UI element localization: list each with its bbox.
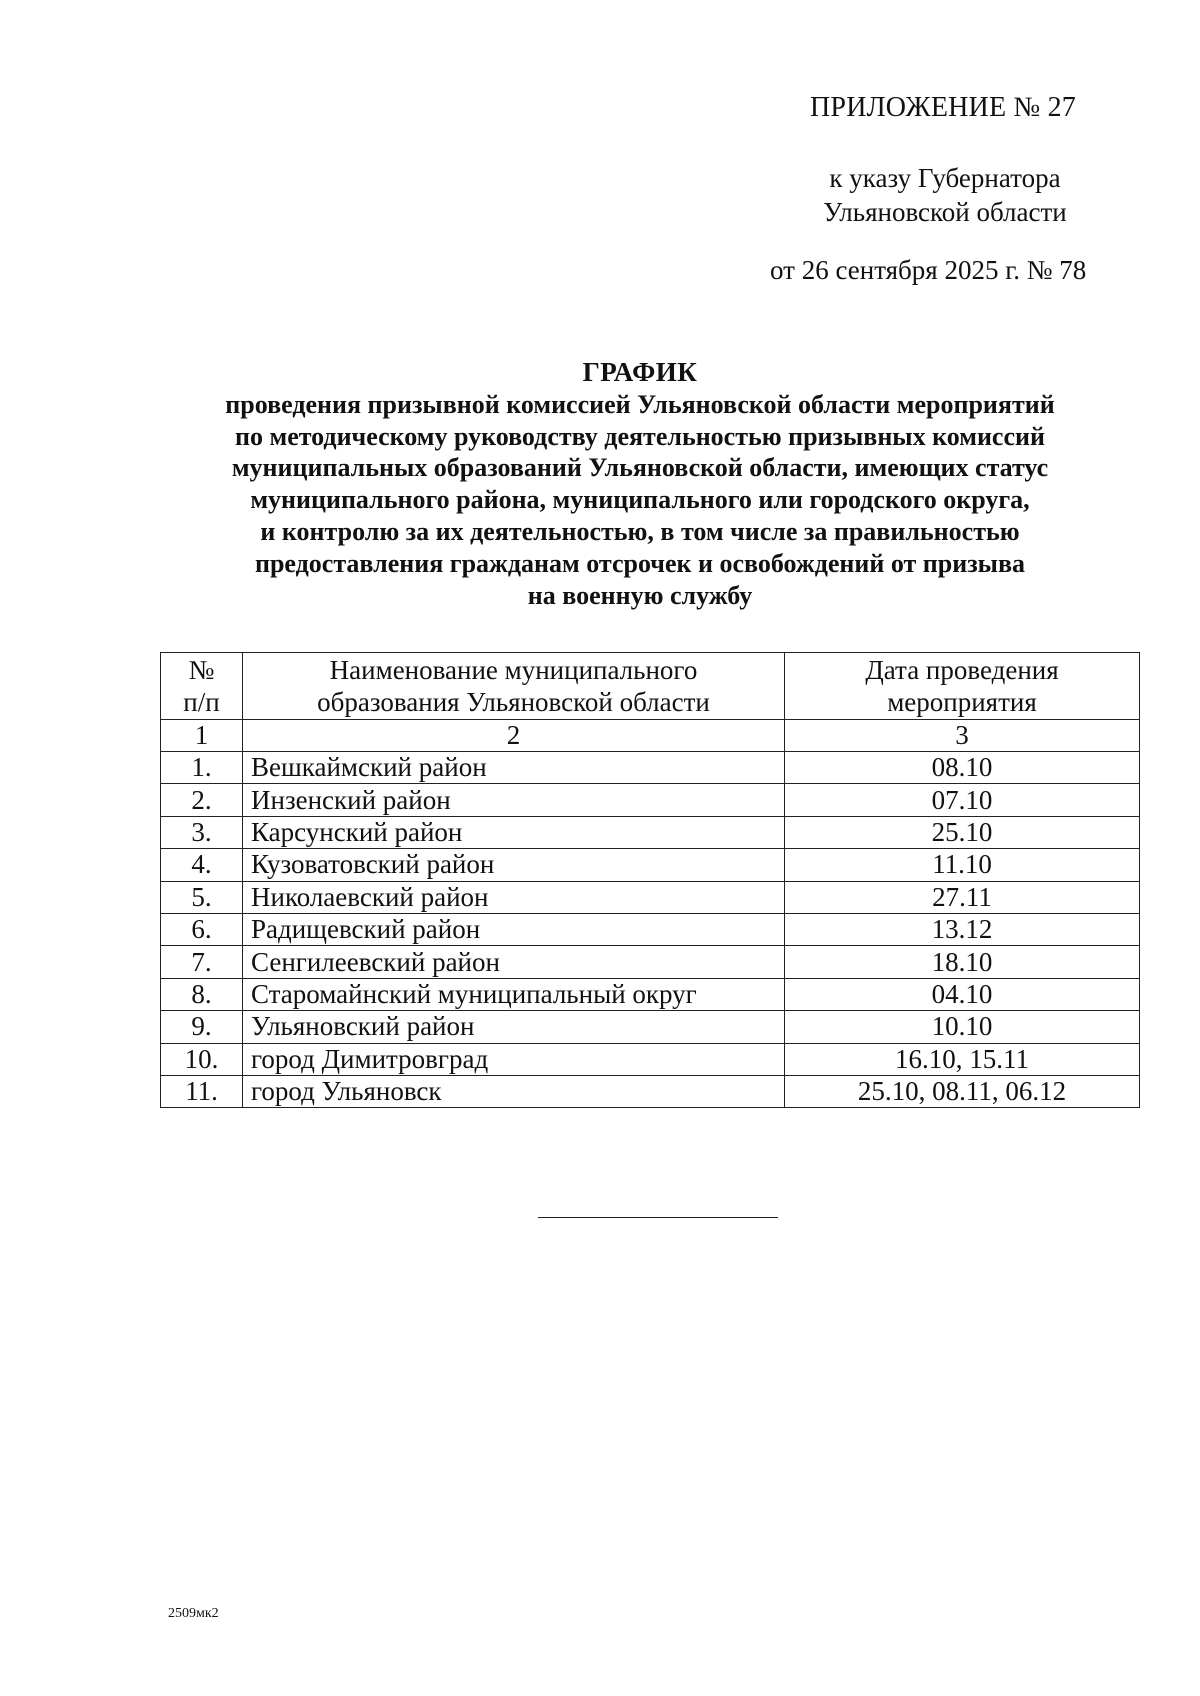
title-line-3: муниципальных образований Ульяновской области, имеющих статус: [231, 453, 1049, 483]
title-line-2: по методическому руководству деятельностью призывных комиссий: [235, 421, 1045, 451]
municipality-name: Ульяновский район: [243, 1011, 785, 1043]
appendix-title: ПРИЛОЖЕНИЕ № 27: [810, 92, 1076, 123]
title-line-5: и контролю за их деятельностью, в том числе за правильностью: [260, 516, 1020, 546]
row-number: 5.: [161, 881, 243, 913]
row-number: 8.: [161, 978, 243, 1010]
title-line-4: муниципального района, муниципального или городского округа,: [250, 485, 1030, 515]
row-number: 10.: [161, 1043, 243, 1075]
table-row: [161, 849, 1140, 881]
row-number: 3.: [161, 816, 243, 848]
event-date: 10.10: [785, 1011, 1140, 1043]
municipality-name: Кузоватовский район: [243, 849, 785, 881]
event-date: 11.10: [785, 849, 1140, 881]
municipality-name: Сенгилеевский район: [243, 946, 785, 978]
row-number: 2.: [161, 784, 243, 816]
municipality-name: Николаевский район: [243, 881, 785, 913]
table-row: [161, 881, 1140, 913]
row-number: 11.: [161, 1075, 243, 1107]
event-date: 18.10: [785, 946, 1140, 978]
table-header-row: [161, 653, 1140, 720]
row-number: 4.: [161, 849, 243, 881]
event-date: 25.10: [785, 816, 1140, 848]
row-number: 1.: [161, 752, 243, 784]
event-date: 08.10: [785, 752, 1140, 784]
decree-ref-line-1: к указу Губернатора: [829, 163, 1061, 193]
header-number-line-1: №: [188, 655, 215, 685]
decree-reference: [800, 161, 1090, 229]
decree-date: от 26 сентября 2025 г. № 78: [770, 255, 1087, 285]
title-line-1: проведения призывной комиссией Ульяновской области мероприятий: [225, 389, 1055, 419]
municipality-name: Вешкаймский район: [243, 752, 785, 784]
event-date: 04.10: [785, 978, 1140, 1010]
municipality-name: город Ульяновск: [243, 1075, 785, 1107]
title-line-6: предоставления гражданам отсрочек и освобождений от призыва: [254, 548, 1025, 578]
municipality-name: город Димитровград: [243, 1043, 785, 1075]
row-number: 6.: [161, 913, 243, 945]
row-number: 7.: [161, 946, 243, 978]
municipality-name: Инзенский район: [243, 784, 785, 816]
event-date: 13.12: [785, 913, 1140, 945]
table-row: [161, 752, 1140, 784]
header-municipality: [243, 653, 785, 720]
title-line-7: на военную службу: [527, 580, 753, 610]
event-date: 27.11: [785, 881, 1140, 913]
table-row: [161, 1075, 1140, 1107]
table-row: [161, 816, 1140, 848]
table-row: [161, 946, 1140, 978]
event-date: 16.10, 15.11: [785, 1043, 1140, 1075]
event-date: 07.10: [785, 784, 1140, 816]
table-row: [161, 978, 1140, 1010]
header-date-line-2: мероприятия: [887, 687, 1037, 717]
table-row: [161, 913, 1140, 945]
column-number: 2: [243, 720, 785, 752]
municipality-name: Радищевский район: [243, 913, 785, 945]
column-number: 1: [161, 720, 243, 752]
municipality-name: Старомайнский муниципальный округ: [243, 978, 785, 1010]
document-title: [150, 357, 1130, 611]
decree-ref-line-2: Ульяновской области: [823, 197, 1067, 227]
title-heading: ГРАФИК: [582, 357, 698, 387]
header-number: [161, 653, 243, 720]
column-number-row: [161, 720, 1140, 752]
header-municipality-line-2: образования Ульяновской области: [317, 687, 710, 717]
header-municipality-line-1: Наименование муниципального: [329, 655, 698, 685]
event-date: 25.10, 08.11, 06.12: [785, 1075, 1140, 1107]
end-of-document-rule: [538, 1217, 778, 1218]
schedule-table: [160, 652, 1140, 1108]
row-number: 9.: [161, 1011, 243, 1043]
table-row: [161, 1043, 1140, 1075]
table-row: [161, 784, 1140, 816]
footer-code: 2509мк2: [168, 1606, 219, 1621]
column-number: 3: [785, 720, 1140, 752]
header-date: [785, 653, 1140, 720]
header-number-line-2: п/п: [183, 687, 220, 717]
header-date-line-1: Дата проведения: [865, 655, 1059, 685]
municipality-name: Карсунский район: [243, 816, 785, 848]
table-row: [161, 1011, 1140, 1043]
